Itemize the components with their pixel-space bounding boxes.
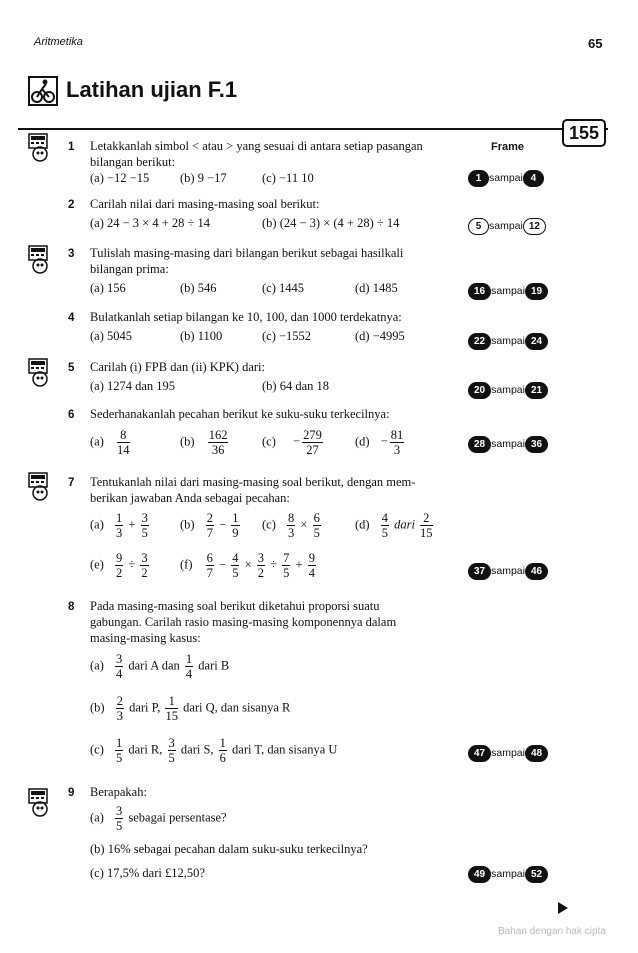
running-title: Aritmetika (34, 36, 83, 48)
calculator-icon (28, 245, 56, 275)
q8-text: dari R, (128, 742, 163, 757)
q7-row: (b) $\frac{2}{7}$ − $\frac{1}{9}$ (180, 511, 239, 540)
question-text: bilangan berikut: (90, 155, 176, 169)
frame-end-badge: 52 (525, 866, 548, 883)
denominator: 14 (117, 443, 130, 457)
frame-start-badge: 28 (468, 436, 491, 453)
q8-row: (c) $\frac{1}{5}$ dari R, $\frac{3}{5}$ dari S, $\frac{1}{6}$ dari T, dan sisanya U (90, 736, 338, 765)
question-text: Carilah nilai dari masing-masing soal berikut: (90, 197, 320, 211)
option-c: (c) −1552 (262, 329, 312, 343)
q8-row: (a) $\frac{3}{4}$ dari A dan $\frac{1}{4}$ dari B (90, 652, 230, 681)
option-f: (f) (180, 557, 193, 572)
calculator-icon (28, 358, 56, 388)
calculator-icon (28, 133, 56, 163)
sampai-label: sampai (489, 220, 523, 232)
question-number: 9 (68, 787, 75, 799)
option-b: (b) 16% sebagai pecahan dalam suku-suku terkecilnya? (90, 842, 368, 856)
q6-row (90, 428, 132, 457)
frame-end-badge: 4 (523, 170, 544, 187)
option-a: (a) 156 (90, 281, 126, 295)
frame-start-badge: 5 (468, 218, 489, 235)
option-c: (c) (262, 434, 276, 449)
copyright-watermark: Bahan dengan hak cipta (498, 926, 606, 937)
option-b: (b) 64 dan 18 (262, 379, 329, 393)
question-text: bilangan prima: (90, 262, 169, 276)
sampai-label: sampai (491, 868, 525, 880)
question-text: Bulatkanlah setiap bilangan ke 10, 100, dan 1000 terdekatnya: (90, 310, 402, 324)
question-number: 6 (68, 409, 75, 421)
question-text: Letakkanlah simbol < atau > yang sesuai di antara setiap pasangan (90, 139, 423, 153)
frame-end-badge: 48 (525, 745, 548, 762)
frame-start-badge: 22 (468, 333, 491, 350)
sampai-label: sampai (491, 565, 525, 577)
q8-text: dari P, (129, 700, 161, 715)
q7-row: (f) $\frac{6}{7}$ − $\frac{4}{5}$ × $\frac{3}{2}$ ÷ $\frac{7}{5}$ + $\frac{9}{4}$ (180, 551, 315, 580)
question-number: 1 (68, 141, 75, 153)
option-a: (a) (90, 658, 104, 673)
fraction (208, 428, 229, 457)
q8-text: dari T, dan sisanya U (232, 742, 338, 757)
frame-range (468, 333, 548, 350)
numerator: 8 (117, 428, 130, 443)
sampai-label: sampai (491, 747, 525, 759)
option-d: (d) (355, 517, 370, 532)
fraction (390, 428, 405, 457)
q6-row: (d) − $\frac{81}{3}$ (355, 428, 404, 457)
option-c: (c) −11 10 (262, 171, 314, 185)
frame-end-badge: 21 (525, 382, 548, 399)
frame-range (468, 283, 548, 300)
option-b: (b) (24 − 3) × (4 + 28) ÷ 14 (262, 216, 400, 230)
question-text: Berapakah: (90, 785, 147, 799)
frame-range (468, 745, 548, 762)
question-number: 3 (68, 248, 75, 260)
frame-range (468, 382, 548, 399)
frame-start-badge: 47 (468, 745, 491, 762)
option-d: (d) −4995 (355, 329, 405, 343)
calculator-icon (28, 472, 56, 502)
option-a: sebagai persentase? (128, 810, 227, 825)
option-a: (a) 1274 dan 195 (90, 379, 176, 393)
q7-row: (e) $\frac{9}{2}$ ÷ $\frac{3}{2}$ (90, 551, 148, 580)
q6-row: (c) − $\frac{279}{27}$ (262, 428, 322, 457)
question-text: berikan jawaban Anda sebagai pecahan: (90, 491, 290, 505)
frame-start-badge: 20 (468, 382, 491, 399)
option-c: (c) 1445 (262, 281, 304, 295)
option-d: (d) (355, 434, 370, 449)
frame-end-badge: 36 (525, 436, 548, 453)
q8-text: dari B (198, 658, 230, 673)
question-text: Sederhanakanlah pecahan berikut ke suku-suku terkecilnya: (90, 407, 390, 421)
q7-row: (d) $\frac{4}{5}$ dari $\frac{2}{15}$ (355, 511, 433, 540)
sampai-label: sampai (491, 438, 525, 450)
question-number: 7 (68, 477, 75, 489)
option-b: (b) (180, 517, 195, 532)
next-page-arrow-icon[interactable] (557, 901, 569, 919)
option-a-label: (a) (90, 810, 104, 825)
fraction (117, 428, 130, 457)
option-a: (a) 24 − 3 × 4 + 28 ÷ 14 (90, 216, 211, 230)
sampai-label: sampai (489, 172, 523, 184)
fraction (302, 428, 323, 457)
numerator: 162 (208, 428, 228, 442)
option-b: (b) 546 (180, 281, 217, 295)
question-text: gabungan. Carilah rasio masing-masing komponennya dalam (90, 615, 397, 629)
sampai-label: sampai (491, 285, 525, 297)
frame-end-badge: 19 (525, 283, 548, 300)
title-divider (18, 128, 608, 130)
frame-start-badge: 16 (468, 283, 491, 300)
option-c: (c) (262, 517, 276, 532)
page-number: 65 (588, 36, 603, 51)
frame-total-badge: 155 (562, 119, 606, 147)
q8-text: dari S, (180, 742, 214, 757)
denominator: 27 (306, 443, 319, 457)
question-number: 2 (68, 199, 75, 211)
question-text: Pada masing-masing soal berikut diketahui proporsi suatu (90, 599, 380, 613)
frame-range (468, 218, 546, 235)
option-b: (b) 1100 (180, 329, 223, 343)
frame-range (468, 563, 548, 580)
q7-row: (c) $\frac{8}{3}$ × $\frac{6}{5}$ (262, 511, 320, 540)
frame-start-badge: 49 (468, 866, 491, 883)
denominator: 3 (393, 443, 401, 457)
option-d: (d) 1485 (355, 281, 398, 295)
sampai-label: sampai (491, 384, 525, 396)
option-a: (a) −12 −15 (90, 171, 150, 185)
frame-start-badge: 37 (468, 563, 491, 580)
frame-end-badge: 24 (525, 333, 548, 350)
frame-end-badge: 46 (525, 563, 548, 580)
question-number: 4 (68, 312, 75, 324)
calculator-icon (28, 788, 56, 818)
q8-text: dari A dan (128, 658, 180, 673)
question-number: 5 (68, 362, 75, 374)
q6-row (180, 428, 230, 457)
frame-header: Frame (491, 141, 525, 153)
question-text: masing-masing kasus: (90, 631, 201, 645)
option-c: (c) (90, 742, 104, 757)
option-c: (c) 17,5% dari £12,50? (90, 866, 205, 880)
q9-row: (a) $\frac{3}{5}$ sebagai persentase? (90, 804, 227, 833)
page-title: Latihan ujian F.1 (66, 77, 238, 102)
option-e: (e) (90, 557, 104, 572)
denominator: 36 (211, 443, 225, 457)
frame-end-badge: 12 (523, 218, 546, 235)
question-text: Tulislah masing-masing dari bilangan berikut sebagai hasilkali (90, 246, 404, 260)
option-b: (b) (180, 434, 195, 449)
q7-row: (a) $\frac{1}{3}$ + $\frac{3}{5}$ (90, 511, 148, 540)
option-a: (a) (90, 517, 104, 532)
question-text: Carilah (i) FPB dan (ii) KPK) dari: (90, 360, 265, 374)
question-number: 8 (68, 601, 75, 613)
q8-text: dari Q, dan sisanya R (183, 700, 291, 715)
numerator: 279 (303, 428, 322, 442)
q8-row: (b) $\frac{2}{3}$ dari P, $\frac{1}{15}$ dari Q, dan sisanya R (90, 694, 291, 723)
option-a: (a) 5045 (90, 329, 132, 343)
option-a: (a) (90, 434, 104, 449)
option-b: (b) (90, 700, 105, 715)
frame-range (468, 436, 548, 453)
option-b: (b) 9 −17 (180, 171, 227, 185)
cyclist-icon (28, 76, 58, 110)
frame-range (468, 170, 544, 187)
dari-label: dari (394, 517, 415, 532)
frame-start-badge: 1 (468, 170, 489, 187)
frame-range (468, 866, 548, 883)
question-text: Tentukanlah nilai dari masing-masing soal berikut, dengan mem- (90, 475, 416, 489)
numerator: 81 (390, 428, 404, 442)
sampai-label: sampai (491, 335, 525, 347)
